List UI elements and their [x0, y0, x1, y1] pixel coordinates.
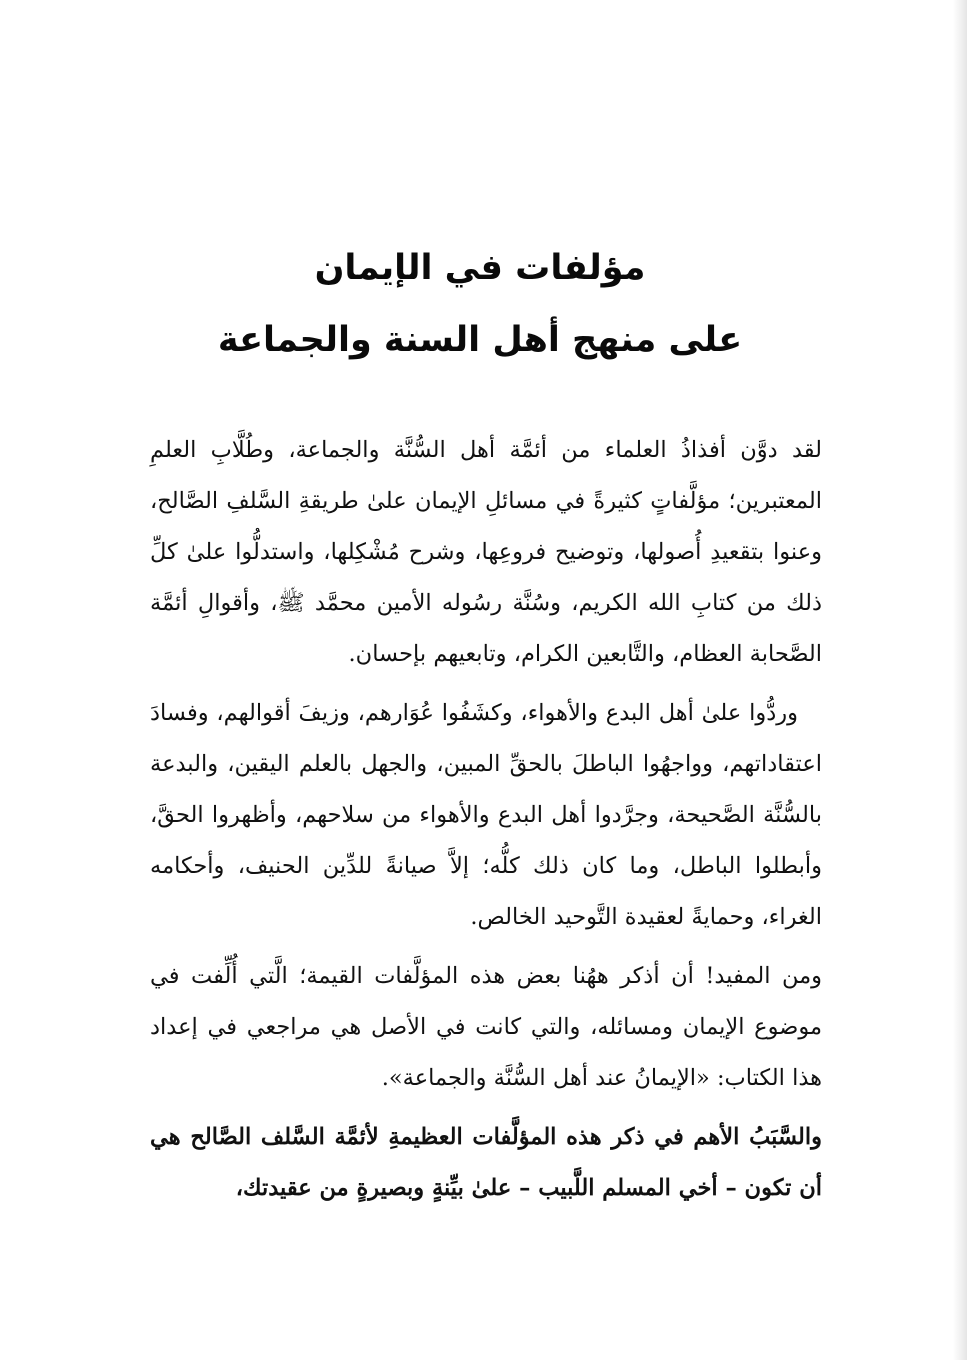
title-line-1: مؤلفات في الإيمان	[314, 248, 646, 288]
paragraph-4: والسَّبَبُ الأهم في ذكر هذه المؤلَّفات العظيمةِ لأئمَّة السَّلف الصَّالح هي أن تكون – أخي المسلم اللَّبيب – علىٰ بيِّنةٍ وبصيرةٍ من عقيدتك،	[150, 1124, 822, 1201]
page-title	[170, 232, 790, 376]
paragraph-1: لقد دوَّن أفذاذُ العلماء من أئمَّة أهل السُّنَّة والجماعة، وطُلَّابِ العلمِ المعتبرين؛ مؤلَّفاتٍ كثيرةً في مسائلِ الإيمان علىٰ طريقةِ السَّلفِ الصَّالح، وعنوا بتقعيدِ أُصولها، وتوضيح فروعِها، وشرح مُشْكِلها، واستدلُّوا علىٰ كلِّ ذلك من كتابِ الله الكريم، وسُنَّة رسُوله الأمين محمَّد ﷺ، وأقوالِ أئمَّة الصَّحابة العظام، والتَّابعين الكرام، وتابعيهم بإحسان.	[150, 437, 822, 667]
page-edge-shadow	[953, 0, 967, 1360]
paragraph-2: وردُّوا علىٰ أهل البدع والأهواء، وكشَفُوا عُوَارهم، وزيفَ أقوالهم، وفسادَ اعتقاداتهم، وواجهُوا الباطلَ بالحقِّ المبين، والجهل بالعلم اليقين، والبدعة بالسُّنَّة الصَّحيحة، وجرَّدوا أهل البدع والأهواء من سلاحهم، وأظهروا الحقَّ، وأبطلوا الباطل، وما كان ذلك كلُّه؛ إلاَّ صيانةً للدِّين الحنيف، وأحكامه الغراء، وحمايةً لعقيدة التَّوحيد الخالص.	[150, 700, 822, 930]
title-line-2: على منهج أهل السنة والجماعة	[217, 320, 743, 360]
body-text	[150, 425, 822, 1222]
paragraph-3: ومن المفيد! أن أذكر ههُنا بعض هذه المؤلَّفات القيمة؛ الَّتي أُلِّفت في موضوع الإيمان ومسائله، والتي كانت في الأصل هي مراجعي في إعداد هذا الكتاب: «الإيمانُ عند أهل السُّنَّة والجماعة».	[150, 963, 822, 1091]
